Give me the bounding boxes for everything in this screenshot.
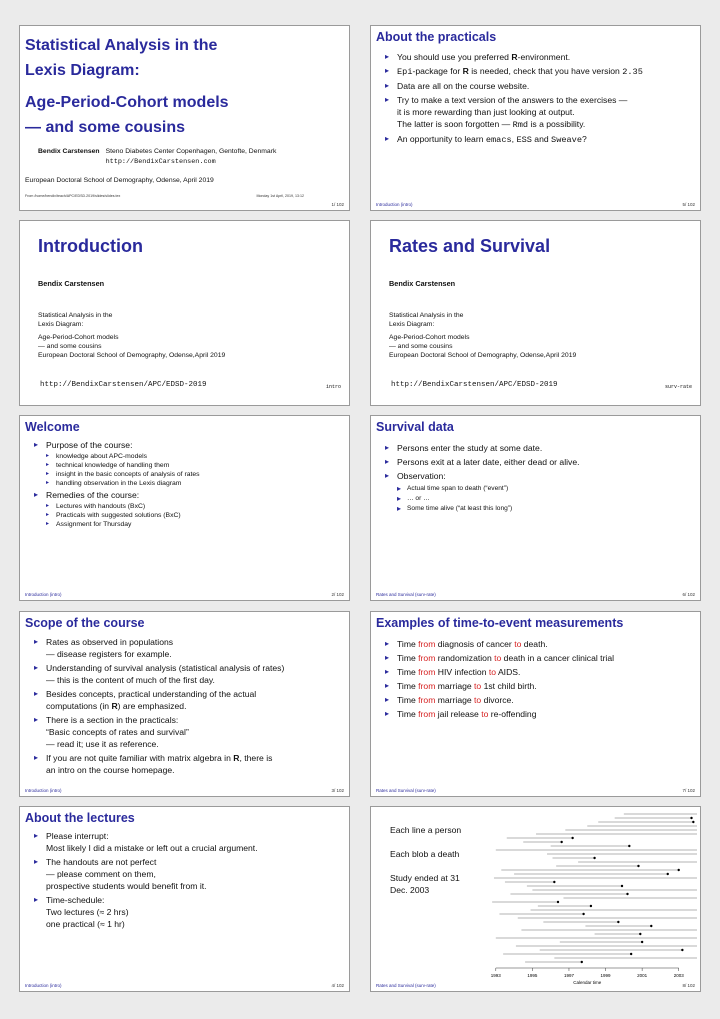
sub-bullet: ▸ … or …	[397, 494, 694, 504]
sub-bullet: ▸ Actual time span to death (“event”)	[397, 484, 694, 494]
death-point	[667, 873, 669, 875]
author: Bendix Carstensen	[38, 279, 105, 288]
death-point	[593, 857, 595, 859]
death-point	[581, 961, 583, 963]
slide-heading: About the lectures	[25, 811, 135, 825]
slide-survival-data	[370, 415, 701, 601]
author: Bendix Carstensen	[389, 279, 456, 288]
bullet: ▸ Purpose of the course: ▸ knowledge about APC-models ▸ technical knowledge of handling them ▸ insight in the basic concepts of analysis of rates ▸ handling observation in the Lexis diagram	[34, 439, 343, 488]
bullet: ▸ Rates as observed in populations — disease registers for example.	[34, 636, 343, 660]
sub-bullet: ▸ Assignment for Thursday	[46, 520, 343, 529]
death-point	[617, 921, 619, 923]
death-point	[637, 865, 639, 867]
slide-lectures	[19, 806, 350, 992]
note: Each blob a death	[390, 849, 460, 859]
title-line: — and some cousins	[25, 119, 186, 136]
slide-heading: Welcome	[25, 420, 80, 434]
sub-bullet: ▸ insight in the basic concepts of analysis of rates	[46, 470, 343, 479]
title-line: Statistical Analysis in the	[25, 37, 218, 54]
death-point	[590, 905, 592, 907]
slide-heading: Survival data	[376, 420, 454, 434]
death-point	[571, 837, 573, 839]
death-point	[628, 845, 630, 847]
bullet: ▸ Time from HIV infection to AIDS.	[385, 666, 694, 678]
bullet: ▸ Persons exit at a later date, either dead or alive.	[385, 456, 694, 468]
footer-section: Rates and Survival (surv-rate)	[376, 788, 436, 793]
bullet: ▸ Time from marriage to divorce.	[385, 694, 694, 706]
death-point	[553, 881, 555, 883]
bullet: ▸ Understanding of survival analysis (statistical analysis of rates) — this is the content of much of the first day.	[34, 662, 343, 686]
slide-follow-up-plot	[370, 806, 701, 992]
sub-bullet: ▸ Practicals with suggested solutions (BxC)	[46, 511, 343, 520]
x-tick-label: 1993	[490, 973, 501, 978]
title-line: Age-Period-Cohort models	[25, 94, 229, 111]
slide-time-to-event	[370, 611, 701, 797]
x-tick-label: 2001	[637, 973, 648, 978]
note: Each line a person	[390, 825, 462, 835]
course-url[interactable]: http://BendixCarstensen/APC/EDSD-2019	[391, 381, 558, 389]
death-point	[650, 925, 652, 927]
slide-practicals	[370, 25, 701, 211]
sub-bullet: ▸ Lectures with handouts (BxC)	[46, 502, 343, 511]
note: Study ended at 31	[390, 873, 460, 883]
bullet: ▸ There is a section in the practicals: “Basic concepts of rates and survival” — read it; use it as reference.	[34, 714, 343, 750]
footer-section: Rates and Survival (surv-rate)	[376, 983, 436, 988]
bullet: ▸ Besides concepts, practical understanding of the actual computations (in R) are emphasized.	[34, 688, 343, 712]
slide-title	[19, 25, 350, 211]
death-point	[557, 901, 559, 903]
death-point	[678, 869, 680, 871]
page-number: 6/ 102	[682, 592, 695, 597]
x-axis-label: Calendar time	[573, 980, 602, 985]
bullet: ▸ Time from marriage to 1st child birth.	[385, 680, 694, 692]
slide-heading: About the practicals	[376, 30, 497, 44]
bullet: ▸ Please interrupt: Most likely I did a mistake or left out a crucial argument.	[34, 830, 343, 854]
x-tick-label: 2003	[673, 973, 684, 978]
author-url[interactable]: http://BendixCarstensen.com	[105, 158, 216, 166]
bullet: ▸ Time from diagnosis of cancer to death.	[385, 638, 694, 650]
slide-welcome	[19, 415, 350, 601]
sub-bullet: ▸ Some time alive (“at least this long”)	[397, 504, 694, 514]
bullet: ▸ Persons enter the study at some date.	[385, 442, 694, 454]
sub-bullet: ▸ technical knowledge of handling them	[46, 461, 343, 470]
bullet: ▸ Time-schedule: Two lectures (≈ 2 hrs) one practical (≈ 1 hr)	[34, 894, 343, 930]
slide-heading: Examples of time-to-event measurements	[376, 616, 624, 630]
bullet: ▸ Time from jail release to re-offending	[385, 708, 694, 720]
title-line: Lexis Diagram:	[25, 62, 140, 79]
death-point	[681, 949, 683, 951]
course-url[interactable]: http://BendixCarstensen/APC/EDSD-2019	[40, 381, 207, 389]
bullet: ▸ Data are all on the course website.	[385, 80, 694, 92]
bullet: ▸ Epi-package for R is needed, check that you have version 2.35	[385, 65, 694, 78]
slide-scope	[19, 611, 350, 797]
page-number: 4/ 102	[331, 983, 344, 988]
bullet: ▸ Observation: ▸ Actual time span to death (“event”) ▸ … or … ▸ Some time alive (“at least this long”)	[385, 470, 694, 514]
follow-up-chart	[483, 807, 699, 989]
sub-bullet: ▸ knowledge about APC-models	[46, 452, 343, 461]
page-number: 5/ 102	[682, 202, 695, 207]
footer-section: Introduction (intro)	[25, 983, 62, 988]
page-number: 2/ 102	[331, 592, 344, 597]
death-point	[630, 953, 632, 955]
main-title	[25, 33, 229, 140]
date: Monday 1st April, 2019, 13:12	[256, 194, 304, 198]
bullet: ▸ You should use you preferred R-environment.	[385, 51, 694, 63]
death-point	[626, 893, 628, 895]
slide-introduction: Introduction Bendix Carstensen Statistical Analysis in the Lexis Diagram: Age-Period-Cohort models — and some cousins European Doctoral School of Demography, Odense,April 2019 http://BendixCarstensen/APC/EDSD-2019 intro	[19, 220, 350, 406]
bullet: ▸ An opportunity to learn emacs, ESS and Sweave?	[385, 133, 694, 146]
note: Dec. 2003	[390, 885, 430, 895]
section-code: surv-rate	[664, 384, 692, 390]
section-title: Introduction	[38, 236, 143, 256]
death-point	[582, 913, 584, 915]
slide-rates-survival: Rates and Survival Bendix Carstensen Statistical Analysis in the Lexis Diagram: Age-Period-Cohort models — and some cousins European Doctoral School of Demography, Odense,April 2019 http://BendixCarstensen/APC/EDSD-2019 surv-rate	[370, 220, 701, 406]
bullet: ▸ If you are not quite familiar with matrix algebra in R, there is an intro on the course homepage.	[34, 752, 343, 776]
x-tick-label: 1999	[600, 973, 611, 978]
bullet: ▸ Time from randomization to death in a cancer clinical trial	[385, 652, 694, 664]
affiliation: Steno Diabetes Center Copenhagen, Gentofte, Denmark	[105, 148, 277, 155]
x-tick-label: 1995	[527, 973, 538, 978]
author: Bendix Carstensen	[38, 148, 100, 155]
section-code: intro	[325, 384, 341, 390]
death-point	[690, 817, 692, 819]
school: European Doctoral School of Demography, Odense, April 2019	[25, 177, 214, 184]
death-point	[621, 885, 623, 887]
footer-section: Introduction (intro)	[25, 788, 62, 793]
sub-bullet: ▸ handling observation in the Lexis diagram	[46, 479, 343, 488]
section-title: Rates and Survival	[389, 236, 551, 256]
x-tick-label: 1997	[563, 973, 574, 978]
page-number: 8/ 102	[682, 983, 695, 988]
page-number: 1/ 102	[331, 202, 344, 207]
death-point	[639, 933, 641, 935]
death-point	[641, 941, 643, 943]
slide-heading: Scope of the course	[25, 616, 145, 630]
death-point	[692, 821, 694, 823]
page-number: 7/ 102	[682, 788, 695, 793]
bullet: ▸ The handouts are not perfect — please comment on them, prospective students would benefit from it.	[34, 856, 343, 892]
source-file: From /home/bendix/teach/APC/EDSD.2019/slides/slides.tex	[25, 194, 121, 198]
page-number: 3/ 102	[331, 788, 344, 793]
footer-section: Introduction (intro)	[25, 592, 62, 597]
footer-section: Rates and Survival (surv-rate)	[376, 592, 436, 597]
bullet: ▸ Remedies of the course: ▸ Lectures with handouts (BxC) ▸ Practicals with suggested solutions (BxC) ▸ Assignment for Thursday	[34, 489, 343, 529]
death-point	[560, 841, 562, 843]
bullet: ▸ Try to make a text version of the answers to the exercises — it is more rewarding than just looking at output. The latter is soon forgotten — Rmd is a possibility.	[385, 94, 694, 131]
footer-section: Introduction (intro)	[376, 202, 413, 207]
